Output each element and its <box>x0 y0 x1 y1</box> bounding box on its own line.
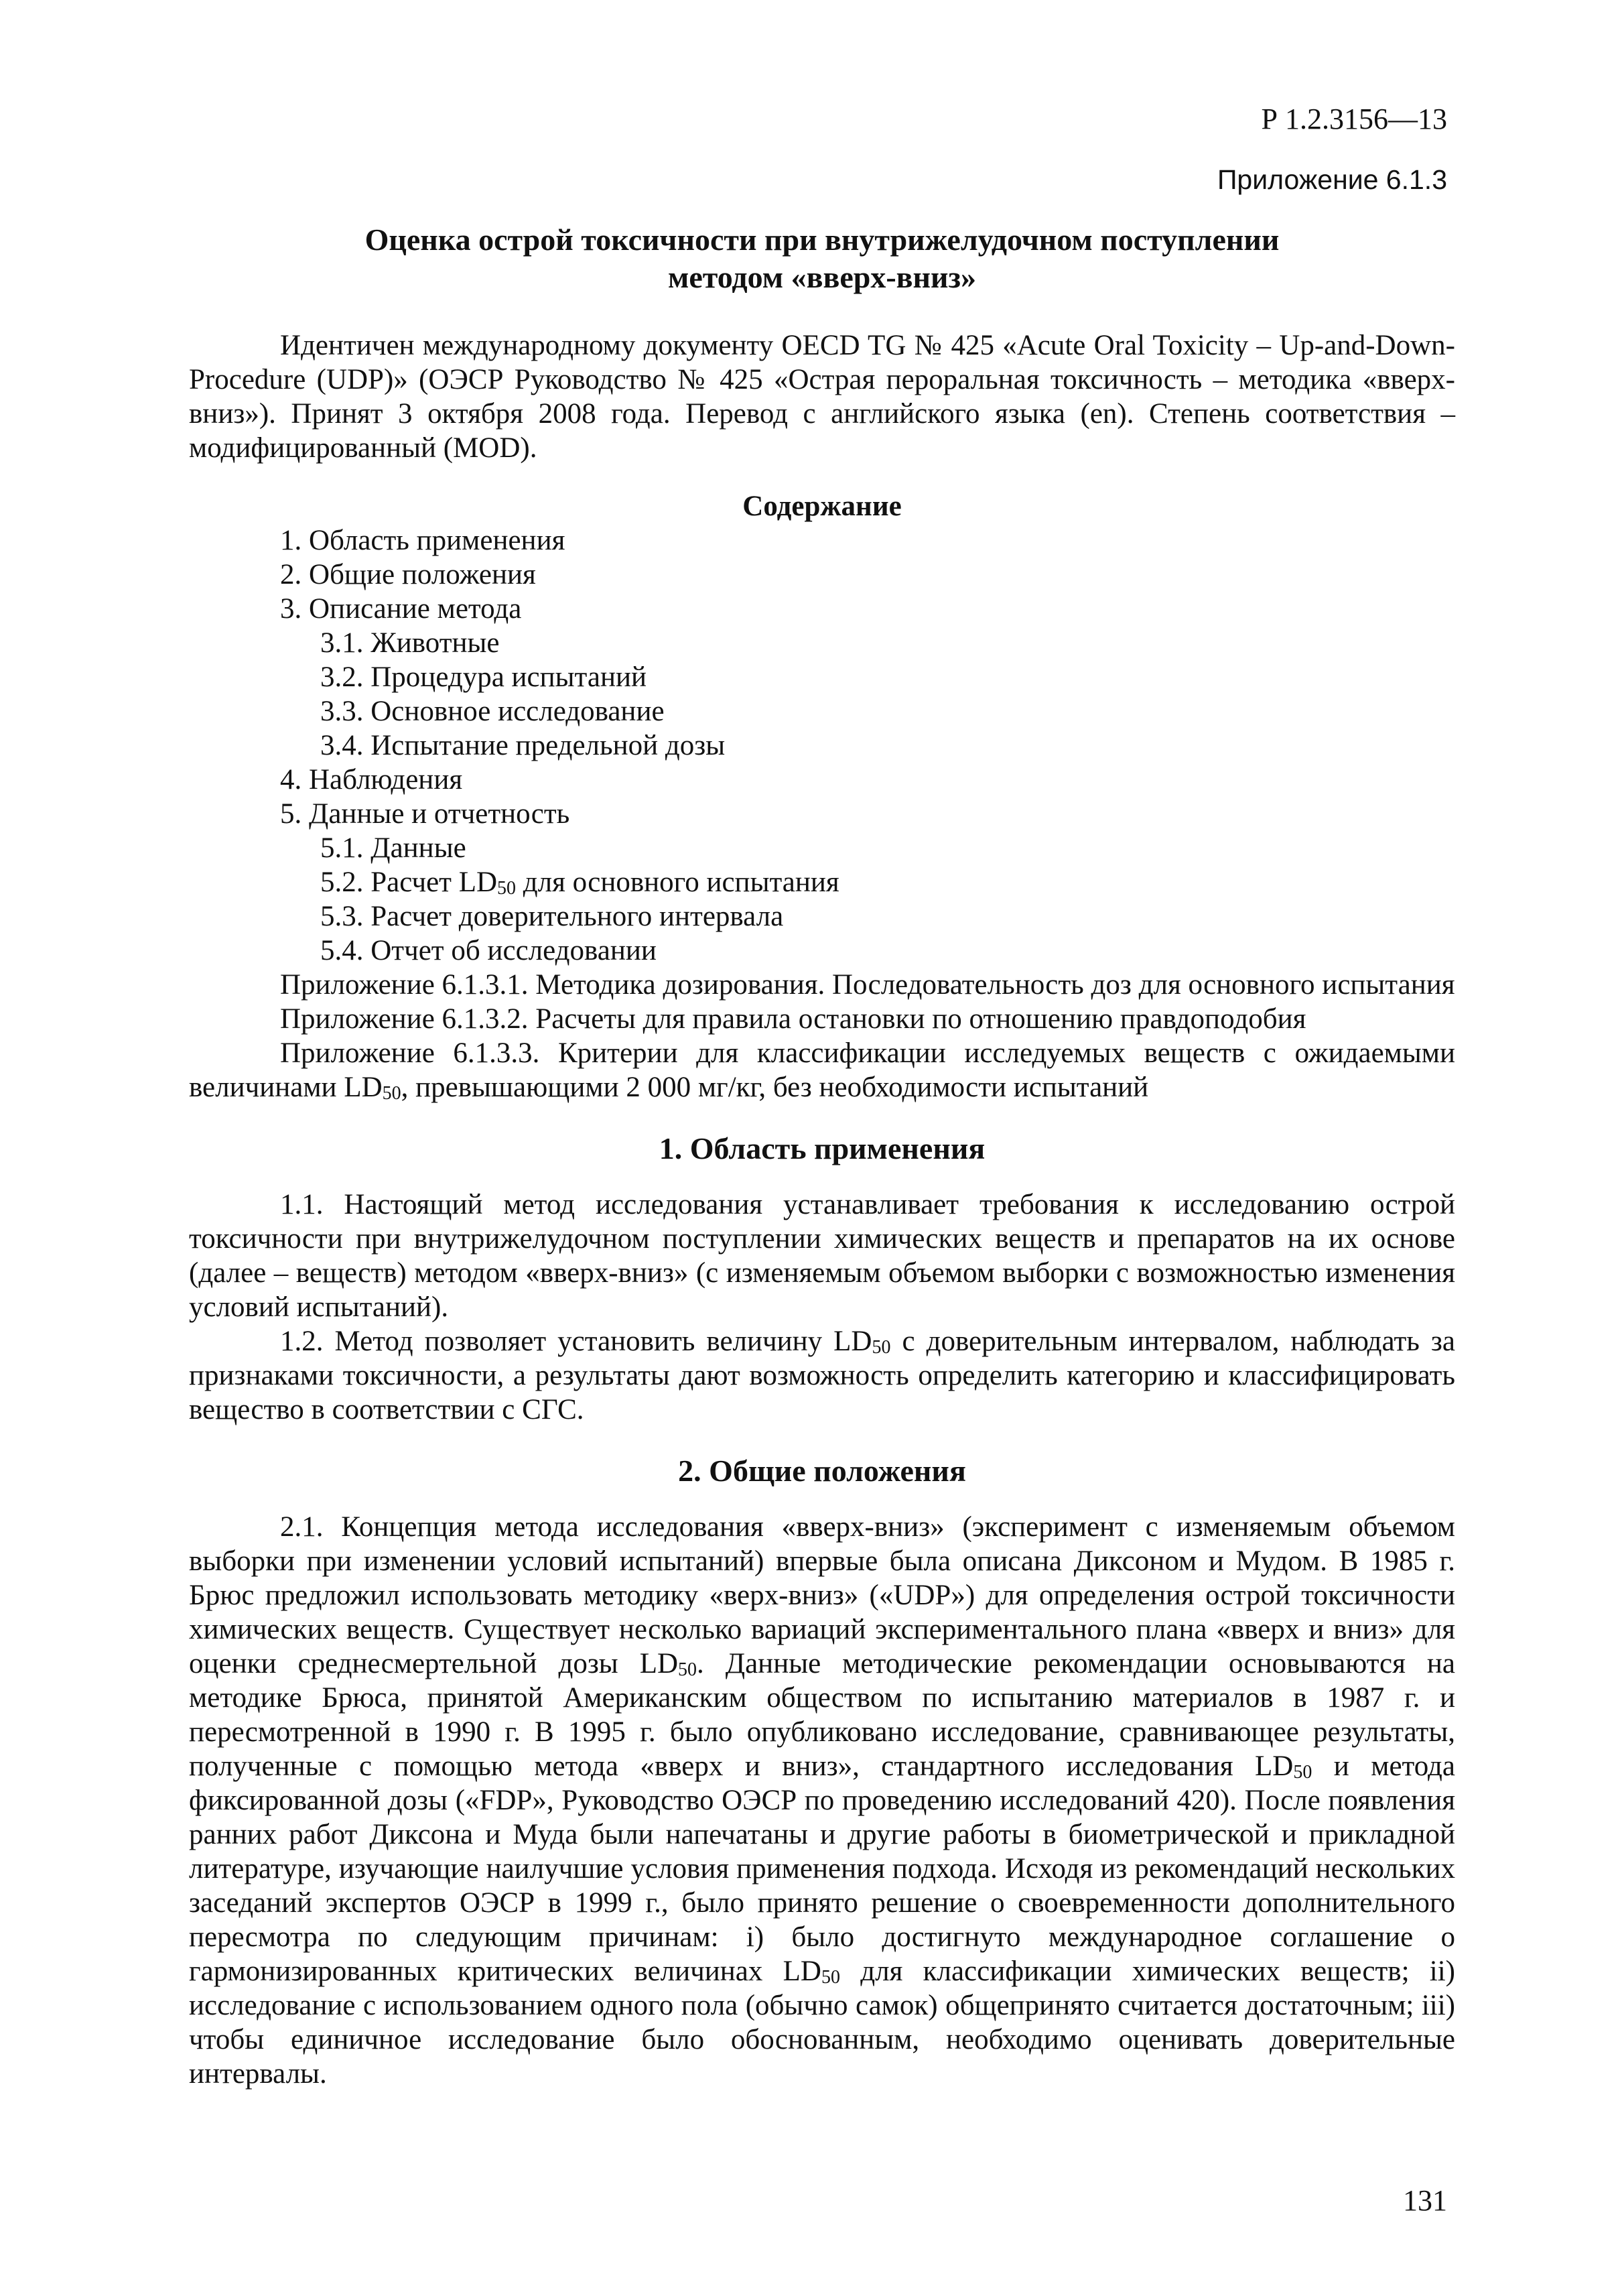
toc-text: для основного испытания <box>516 867 839 898</box>
subscript: 50 <box>497 878 517 899</box>
toc-subitem: 5.1. Данные <box>320 832 466 864</box>
table-of-contents <box>189 523 1455 968</box>
paragraph-text: 1.2. Метод позволяет установить величину LD <box>280 1326 872 1357</box>
paragraph-text: с доверительным интервалом, наблюдать за признаками токсичности, а результаты дают возможность определить категорию и классифицировать вещество в соответствии с СГС. <box>189 1326 1455 1425</box>
subscript: 50 <box>821 1967 840 1988</box>
toc-item: 1. Область применения <box>280 525 565 556</box>
paragraph-text: для классификации химических веществ; ii) исследование с использованием одного пола (обычно самок) общепринято считается достаточным; iii) чтобы единичное исследование было обоснованным, необходимо оценивать доверительные интервалы. <box>189 1956 1455 2090</box>
subscript: 50 <box>872 1337 891 1358</box>
section-2-heading: 2. Общие положения <box>678 1454 966 1488</box>
toc-item: 2. Общие положения <box>280 559 536 590</box>
toc-item: 4. Наблюдения <box>280 764 463 795</box>
paragraph-text: . Данные методические рекомендации основываются на методике Брюса, принятой Американским обществом по испытанию материалов в 1987 г. и пересмотренной в 1990 г. В 1995 г. было опубликовано исследование, сравнивающее результаты, полученные с помощью метода «вверх и вниз», стандартного исследования LD <box>189 1648 1455 1782</box>
toc-subitem: 3.1. Животные <box>320 627 500 659</box>
paragraph-text: 2.1. Концепция метода исследования «вверх-вниз» (эксперимент с изменяемым объемом выборки при изменении условий испытаний) впервые была описана Диксоном и Мудом. В 1985 г. Брюс предложил использовать методику «верх-вниз» («UDP») для определения острой токсичности химических веществ. Существует несколько вариаций экспериментального плана «вверх и вниз» для оценки среднесмертельной дозы LD <box>189 1511 1455 1679</box>
section-2-paragraph-1 <box>189 1510 1455 2091</box>
page-content <box>189 214 1455 2091</box>
toc-subitem-ld50 <box>189 865 1455 899</box>
section-1-paragraph-1: 1.1. Настоящий метод исследования устанавливает требования к исследованию острой токсичности при внутрижелудочном поступлении химических веществ и препаратов на их основе (далее – веществ) методом «вверх-вниз» (с изменяемым объемом выборки с возможностью изменения условий испытаний). <box>189 1189 1455 1323</box>
page-number: 131 <box>1403 2184 1447 2217</box>
paragraph-text: и метода фиксированной дозы («FDP», Руководство ОЭСР по проведению исследований 420). После появления ранних работ Диксона и Муда были напечатаны и другие работы в биометрической и прикладной литературе, изучающие наилучшие условия применения подхода. Исходя из рекомендаций нескольких заседаний экспертов ОЭСР в 1999 г., было принято решение о своевременности дополнительного пересмотра по следующим причинам: i) было достигнуто международное соглашение о гармонизированных критических величинах LD <box>189 1750 1456 1987</box>
toc-subitem: 5.3. Расчет доверительного интервала <box>320 901 784 932</box>
subscript: 50 <box>1293 1762 1312 1783</box>
toc-item: 5. Данные и отчетность <box>280 798 570 830</box>
toc-appendix-2: Приложение 6.1.3.2. Расчеты для правила остановки по отношению правдоподобия <box>280 1003 1306 1035</box>
toc-subitem: 3.3. Основное исследование <box>320 696 665 727</box>
toc-subitem: 3.4. Испытание предельной дозы <box>320 730 726 761</box>
toc-subitem: 3.2. Процедура испытаний <box>320 661 647 693</box>
toc-text: Приложение 6.1.3.3. Критерии для классификации исследуемых веществ с ожидаемыми величинами LD <box>189 1037 1455 1103</box>
intro-paragraph: Идентичен международному документу OECD TG № 425 «Acute Oral Toxicity – Up-and-Down-Procedure (UDP)» (ОЭСР Руководство № 425 «Острая пероральная токсичность – методика «вверх-вниз»). Принят 3 октября 2008 года. Перевод с английского языка (en). Степень соответствия – модифицированный (MOD). <box>189 330 1455 464</box>
toc-item: 3. Описание метода <box>280 593 522 625</box>
subscript: 50 <box>678 1659 697 1680</box>
subscript: 50 <box>382 1083 401 1104</box>
toc-appendix-1: Приложение 6.1.3.1. Методика дозирования. Последовательность доз для основного испытания <box>280 969 1455 1001</box>
toc-appendix-3 <box>189 1036 1455 1104</box>
page-title <box>189 221 1455 296</box>
document-code: Р 1.2.3156—13 <box>1261 103 1447 135</box>
toc-subitem: 5.4. Отчет об исследовании <box>320 935 657 966</box>
page-title-line-2: методом «вверх-вниз» <box>668 260 976 294</box>
section-1-paragraph-2 <box>189 1324 1455 1427</box>
section-1-heading: 1. Область применения <box>659 1131 986 1165</box>
appendix-label: Приложение 6.1.3 <box>1217 164 1447 195</box>
toc-text: 5.2. Расчет LD <box>320 867 498 898</box>
page-title-line-1: Оценка острой токсичности при внутрижелудочном поступлении <box>364 222 1280 257</box>
toc-heading: Содержание <box>742 491 902 522</box>
toc-text: , превышающими 2 000 мг/кг, без необходимости испытаний <box>401 1072 1149 1103</box>
